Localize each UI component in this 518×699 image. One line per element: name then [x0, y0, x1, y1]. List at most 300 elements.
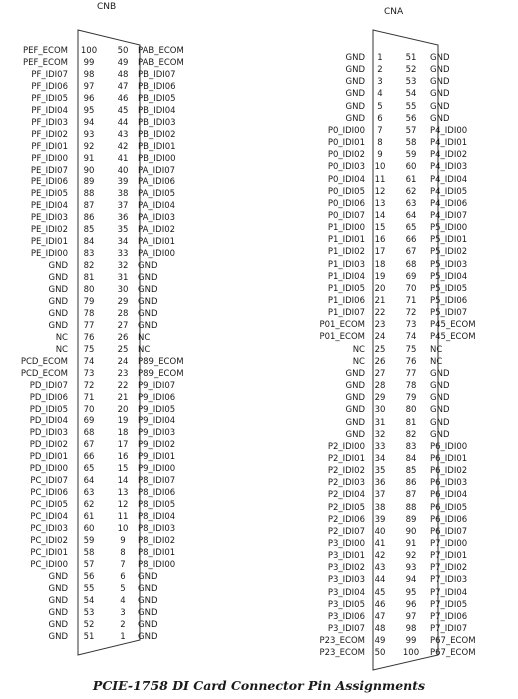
pin-number-left: 14 [374, 210, 386, 221]
signal-label-right: GND [138, 571, 158, 582]
pin-number-left: 84 [83, 237, 95, 248]
pin-number-left: 70 [83, 404, 95, 415]
pin-number-left: 57 [83, 559, 95, 570]
signal-label-left: PC_IDI04 [30, 512, 68, 523]
signal-label-right: P5_IDI03 [430, 259, 468, 270]
pin-number-left: 40 [374, 526, 386, 537]
pin-number-left: 58 [83, 547, 95, 558]
pin-number-left: 78 [83, 308, 95, 319]
pin-number-left: 6 [377, 113, 383, 124]
cna-pin-row [303, 102, 450, 113]
signal-label-left: P2_IDI02 [327, 466, 365, 477]
pin-number-right: 31 [117, 273, 129, 284]
signal-label-left: P2_IDI01 [327, 453, 365, 464]
signal-label-right: P6_IDI04 [430, 490, 468, 501]
cna-pin-row [303, 490, 467, 501]
signal-label-right: GND [138, 320, 158, 331]
pin-number-right: 62 [405, 186, 417, 197]
pin-number-left: 44 [374, 575, 386, 586]
cna-pin-row [303, 636, 476, 647]
pin-number-left: 17 [374, 247, 386, 258]
cnb-pin-row [6, 416, 175, 427]
cnb-pin-row [6, 82, 176, 93]
signal-label-right: PA_IDI03 [138, 213, 176, 224]
signal-label-right: GND [138, 261, 158, 272]
pin-number-right: 91 [405, 539, 417, 549]
pin-number-left: 51 [83, 631, 95, 642]
pin-number-right: 52 [405, 65, 417, 76]
signal-label-right: GND [430, 101, 450, 112]
pin-number-right: 87 [405, 490, 417, 501]
signal-label-right: P7_IDI04 [430, 587, 468, 598]
pin-number-right: 4 [120, 595, 126, 606]
pin-number-right: 38 [117, 189, 129, 200]
pin-number-left: 88 [83, 189, 95, 200]
cnb-pin-row [6, 94, 176, 105]
signal-label-right: P5_IDI01 [430, 235, 468, 246]
signal-label-right: GND [138, 308, 158, 319]
pin-number-left: 90 [83, 165, 95, 176]
pin-number-left: 73 [83, 368, 95, 379]
pin-number-right: 66 [405, 235, 417, 246]
signal-label-right: P8_IDI07 [138, 476, 176, 487]
pin-number-right: 26 [117, 332, 129, 343]
cnb-pin-row [6, 46, 184, 57]
cnb-pin-row [6, 572, 158, 583]
pin-number-left: 23 [374, 320, 386, 331]
signal-label-right: PB_IDI04 [138, 105, 176, 116]
signal-label-right: GND [138, 631, 158, 642]
signal-label-left: PCD_ECOM [20, 356, 68, 367]
signal-label-left: P2_IDI07 [327, 526, 365, 537]
pin-number-right: 11 [117, 512, 129, 523]
signal-label-left: P0_IDI02 [327, 150, 365, 161]
signal-label-right: P8_IDI04 [138, 512, 176, 523]
signal-label-right: P8_IDI00 [138, 559, 176, 570]
cna-pin-row [303, 381, 450, 392]
cna-pin-row [303, 648, 476, 659]
pin-number-left: 45 [374, 587, 386, 598]
signal-label-right: GND [430, 113, 450, 124]
cna-pin-row [303, 503, 467, 514]
signal-label-right: GND [138, 583, 158, 594]
pin-number-left: 9 [377, 150, 383, 161]
pin-number-left: 21 [374, 296, 386, 306]
pin-number-right: 93 [405, 563, 417, 574]
signal-label-right: P45_ECOM [430, 320, 476, 331]
signal-label-left: P0_IDI07 [327, 210, 365, 221]
pin-number-right: 7 [120, 559, 126, 570]
signal-label-left: P0_IDI01 [327, 138, 365, 149]
pin-number-left: 16 [374, 235, 386, 246]
signal-label-right: GND [430, 368, 450, 379]
signal-label-left: P1_IDI02 [327, 247, 365, 258]
signal-label-right: GND [138, 285, 158, 295]
pin-number-left: 69 [83, 416, 95, 427]
signal-label-left: PD_IDI01 [29, 452, 68, 463]
pin-number-right: 83 [405, 441, 417, 452]
signal-label-right: P5_IDI06 [430, 296, 468, 306]
pin-number-left: 56 [83, 571, 95, 582]
signal-label-left: P0_IDI04 [327, 174, 365, 185]
pin-number-right: 94 [405, 575, 417, 586]
pin-number-left: 96 [83, 93, 95, 104]
pin-number-right: 97 [405, 611, 417, 622]
signal-label-right: P5_IDI00 [430, 223, 468, 234]
cnb-pin-row [6, 201, 175, 212]
cna-pin-row [303, 199, 467, 210]
cna-pin-row [303, 332, 476, 343]
signal-label-left: PF_IDI04 [31, 105, 68, 116]
pin-number-left: 30 [374, 405, 386, 416]
pin-number-left: 59 [83, 535, 95, 546]
pin-number-left: 93 [83, 129, 95, 140]
pin-number-left: 31 [374, 417, 386, 428]
signal-label-right: P5_IDI07 [430, 308, 468, 319]
pin-number-right: 21 [117, 392, 129, 403]
cna-pin-row [303, 393, 450, 404]
cna-pin-row [303, 126, 467, 137]
pin-number-right: 64 [405, 210, 417, 221]
signal-label-right: PA_IDI02 [138, 225, 176, 236]
signal-label-right: P7_IDI07 [430, 624, 468, 635]
signal-label-left: P2_IDI06 [327, 514, 365, 525]
cnb-pin-row [6, 273, 158, 284]
pin-number-right: 50 [117, 46, 129, 56]
signal-label-right: P7_IDI02 [430, 563, 468, 574]
cna-pin-row [303, 405, 450, 416]
pin-number-right: 28 [117, 308, 129, 319]
cnb-pin-row [6, 106, 176, 117]
signal-label-right: P4_IDI06 [430, 198, 468, 209]
cna-pin-row [303, 527, 467, 538]
signal-label-right: P4_IDI01 [430, 138, 468, 149]
signal-label-left: P01_ECOM [319, 320, 365, 331]
cna-pin-row [303, 539, 467, 550]
cna-pin-row [303, 369, 450, 380]
signal-label-right: P9_IDI05 [138, 404, 176, 415]
pin-number-right: 45 [117, 105, 129, 116]
signal-label-left: P3_IDI02 [327, 563, 365, 574]
pin-number-right: 79 [405, 393, 417, 404]
signal-label-right: P8_IDI02 [138, 535, 176, 546]
signal-label-right: P4_IDI02 [430, 150, 468, 161]
pin-number-left: 92 [83, 141, 95, 152]
pin-number-right: 54 [405, 89, 417, 100]
signal-label-right: P7_IDI03 [430, 575, 468, 586]
cnb-pin-row [6, 405, 175, 416]
signal-label-left: PD_IDI04 [29, 416, 68, 427]
pin-number-right: 16 [117, 452, 129, 463]
cna-pin-row [303, 223, 467, 234]
cna-pin-row [303, 272, 467, 283]
cnb-pin-row [6, 130, 176, 141]
pin-number-right: 51 [405, 53, 417, 63]
pin-number-right: 100 [402, 648, 420, 659]
pin-number-left: 95 [83, 105, 95, 116]
signal-label-right: P9_IDI06 [138, 392, 176, 403]
cnb-pin-row [6, 249, 175, 260]
pin-number-right: 77 [405, 368, 417, 379]
signal-label-left: P1_IDI00 [327, 223, 365, 234]
signal-label-left: P3_IDI01 [327, 551, 365, 562]
pin-number-left: 25 [374, 344, 386, 355]
pin-number-right: 55 [405, 101, 417, 112]
pin-number-right: 12 [117, 500, 129, 511]
signal-label-left: PD_IDI05 [29, 404, 68, 415]
pin-number-left: 34 [374, 453, 386, 464]
signal-label-right: P67_ECOM [430, 636, 476, 647]
pin-number-left: 55 [83, 583, 95, 594]
figure-caption: PCIE-1758 DI Card Connector Pin Assignments [92, 678, 426, 693]
signal-label-left: P2_IDI04 [327, 490, 365, 501]
signal-label-left: PF_IDI03 [31, 117, 68, 128]
pin-number-left: 24 [374, 332, 386, 343]
pin-number-left: 85 [83, 225, 95, 236]
signal-label-left: GND [48, 296, 68, 307]
signal-label-right: P9_IDI00 [138, 464, 176, 475]
signal-label-right: PB_IDI05 [138, 93, 176, 104]
pin-number-left: 52 [83, 619, 95, 630]
signal-label-left: P3_IDI05 [327, 599, 365, 610]
cna-pin-row [303, 551, 467, 562]
pin-number-left: 77 [83, 320, 95, 331]
cnb-pin-row [6, 189, 175, 200]
signal-label-left: P0_IDI00 [327, 125, 365, 136]
pin-number-left: 100 [80, 46, 98, 56]
signal-label-right: P6_IDI05 [430, 502, 468, 513]
signal-label-right: P9_IDI04 [138, 416, 176, 427]
pin-number-right: 67 [405, 247, 417, 258]
signal-label-left: GND [48, 583, 68, 594]
pin-number-right: 75 [405, 344, 417, 355]
signal-label-right: P7_IDI06 [430, 611, 468, 622]
signal-label-left: PE_IDI00 [30, 249, 68, 260]
pin-number-right: 86 [405, 478, 417, 489]
pin-number-right: 70 [405, 283, 417, 294]
cnb-pin-row [6, 476, 175, 487]
signal-label-left: P3_IDI06 [327, 611, 365, 622]
pin-number-right: 78 [405, 381, 417, 392]
pin-number-right: 89 [405, 514, 417, 525]
pin-number-right: 49 [117, 57, 129, 68]
signal-label-left: PF_IDI05 [31, 93, 68, 104]
cna-pin-row [303, 515, 467, 526]
cnb-pin-row [6, 345, 150, 356]
pin-number-left: 81 [83, 273, 95, 284]
signal-label-right: P6_IDI06 [430, 514, 468, 525]
pin-number-right: 46 [117, 93, 129, 104]
signal-label-right: PA_IDI04 [138, 201, 176, 212]
cnb-pin-row [6, 166, 175, 177]
pin-number-left: 72 [83, 380, 95, 391]
pin-number-left: 19 [374, 271, 386, 282]
pin-number-left: 98 [83, 69, 95, 80]
cna-pin-row [303, 89, 450, 100]
pin-number-right: 42 [117, 141, 129, 152]
cna-pin-row [303, 308, 467, 319]
pin-number-left: 60 [83, 524, 95, 534]
signal-label-right: P9_IDI01 [138, 452, 176, 463]
pin-number-left: 15 [374, 223, 386, 234]
pin-number-right: 82 [405, 429, 417, 440]
signal-label-left: P2_IDI00 [327, 441, 365, 452]
signal-label-left: NC [352, 356, 365, 367]
signal-label-right: GND [430, 65, 450, 76]
signal-label-left: GND [345, 77, 365, 88]
cnb-pin-row [6, 309, 158, 320]
signal-label-left: GND [345, 113, 365, 124]
cnb-pin-row [6, 512, 175, 523]
pin-number-left: 18 [374, 259, 386, 270]
signal-label-left: P01_ECOM [319, 332, 365, 343]
pin-number-right: 27 [117, 320, 129, 331]
pin-number-right: 96 [405, 599, 417, 610]
pin-number-left: 47 [374, 611, 386, 622]
cnb-pin-row [6, 321, 158, 332]
signal-label-right: GND [138, 619, 158, 630]
signal-label-right: P89_ECOM [138, 356, 184, 367]
pin-number-left: 35 [374, 466, 386, 477]
signal-label-left: PD_IDI00 [29, 464, 68, 475]
pin-number-right: 88 [405, 502, 417, 513]
signal-label-left: GND [48, 320, 68, 331]
signal-label-right: P8_IDI05 [138, 500, 176, 511]
cna-pin-row [303, 296, 467, 307]
signal-label-right: P9_IDI02 [138, 440, 176, 451]
pin-number-left: 38 [374, 502, 386, 513]
cna-pin-row [303, 211, 467, 222]
pin-number-left: 61 [83, 512, 95, 523]
signal-label-left: GND [48, 571, 68, 582]
pin-number-right: 72 [405, 308, 417, 319]
signal-label-left: P23_ECOM [319, 636, 365, 647]
signal-label-left: PF_IDI07 [31, 69, 68, 80]
pin-number-left: 4 [377, 89, 383, 100]
pin-number-right: 95 [405, 587, 417, 598]
pin-number-right: 56 [405, 113, 417, 124]
signal-label-left: P3_IDI04 [327, 587, 365, 598]
signal-label-right: PA_IDI01 [138, 237, 176, 248]
pin-number-right: 6 [120, 571, 126, 582]
pin-number-left: 80 [83, 285, 95, 295]
pin-number-left: 11 [374, 174, 386, 185]
signal-label-right: GND [430, 393, 450, 404]
cna-pin-row [303, 418, 450, 429]
cna-pin-row [303, 77, 450, 88]
pin-number-right: 14 [117, 476, 129, 487]
pin-number-right: 39 [117, 177, 129, 188]
pin-number-right: 18 [117, 428, 129, 439]
pin-number-right: 35 [117, 225, 129, 236]
pin-number-right: 17 [117, 440, 129, 451]
signal-label-right: P8_IDI03 [138, 524, 176, 534]
cnb-pin-row [6, 428, 175, 439]
signal-label-left: NC [352, 344, 365, 355]
pin-number-left: 97 [83, 81, 95, 92]
cnb-pin-row [6, 548, 175, 559]
pin-number-right: 65 [405, 223, 417, 234]
cnb-pin-row [6, 620, 158, 631]
signal-label-right: P67_ECOM [430, 648, 476, 659]
signal-label-left: P3_IDI00 [327, 539, 365, 549]
cna-pin-row [303, 588, 467, 599]
cnb-pin-row [6, 560, 175, 571]
signal-label-left: PF_IDI01 [31, 141, 68, 152]
pin-number-right: 33 [117, 249, 129, 260]
pin-number-right: 10 [117, 524, 129, 534]
pin-number-right: 84 [405, 453, 417, 464]
pin-number-right: 53 [405, 77, 417, 88]
signal-label-right: NC [430, 356, 443, 367]
cna-pin-row [303, 187, 467, 198]
signal-label-left: GND [48, 261, 68, 272]
pin-number-left: 8 [377, 138, 383, 149]
pin-number-left: 43 [374, 563, 386, 574]
signal-label-right: GND [138, 595, 158, 606]
pin-number-right: 61 [405, 174, 417, 185]
signal-label-left: PE_IDI01 [30, 237, 68, 248]
signal-label-right: P5_IDI05 [430, 283, 468, 294]
pin-number-right: 1 [120, 631, 126, 642]
cnb-pin-row [6, 225, 175, 236]
pin-number-right: 19 [117, 416, 129, 427]
pin-number-right: 37 [117, 201, 129, 212]
pin-number-left: 32 [374, 429, 386, 440]
pin-number-left: 79 [83, 296, 95, 307]
signal-label-right: PAB_ECOM [138, 46, 184, 56]
pin-number-left: 13 [374, 198, 386, 209]
signal-label-right: P6_IDI02 [430, 466, 468, 477]
pin-number-right: 81 [405, 417, 417, 428]
signal-label-left: P23_ECOM [319, 648, 365, 659]
pin-number-left: 28 [374, 381, 386, 392]
signal-label-left: P2_IDI03 [327, 478, 365, 489]
pin-number-left: 42 [374, 551, 386, 562]
signal-label-left: P1_IDI03 [327, 259, 365, 270]
cnb-pin-row [6, 536, 175, 547]
pin-number-right: 76 [405, 356, 417, 367]
pin-number-left: 64 [83, 476, 95, 487]
pin-number-left: 46 [374, 599, 386, 610]
cna-pin-row [303, 624, 467, 635]
signal-label-left: PE_IDI06 [30, 177, 68, 188]
signal-label-left: P1_IDI07 [327, 308, 365, 319]
signal-label-right: P6_IDI07 [430, 526, 468, 537]
signal-label-left: P0_IDI05 [327, 186, 365, 197]
signal-label-right: PA_IDI05 [138, 189, 176, 200]
pin-number-right: 36 [117, 213, 129, 224]
signal-label-left: P0_IDI06 [327, 198, 365, 209]
signal-label-left: PC_IDI06 [30, 488, 68, 499]
signal-label-left: PE_IDI07 [30, 165, 68, 176]
pin-number-right: 59 [405, 150, 417, 161]
pin-number-right: 85 [405, 466, 417, 477]
pin-number-right: 43 [117, 129, 129, 140]
pin-number-left: 20 [374, 283, 386, 294]
pin-number-right: 22 [117, 380, 129, 391]
signal-label-left: PC_IDI07 [30, 476, 68, 487]
cnb-pin-row [6, 608, 158, 619]
signal-label-right: P4_IDI04 [430, 174, 468, 185]
pin-number-left: 48 [374, 624, 386, 635]
signal-label-right: GND [430, 429, 450, 440]
pin-number-left: 71 [83, 392, 95, 403]
cnb-pin-row [6, 177, 175, 188]
cnb-pin-row [6, 464, 175, 475]
signal-label-left: GND [345, 393, 365, 404]
signal-label-left: GND [345, 89, 365, 100]
